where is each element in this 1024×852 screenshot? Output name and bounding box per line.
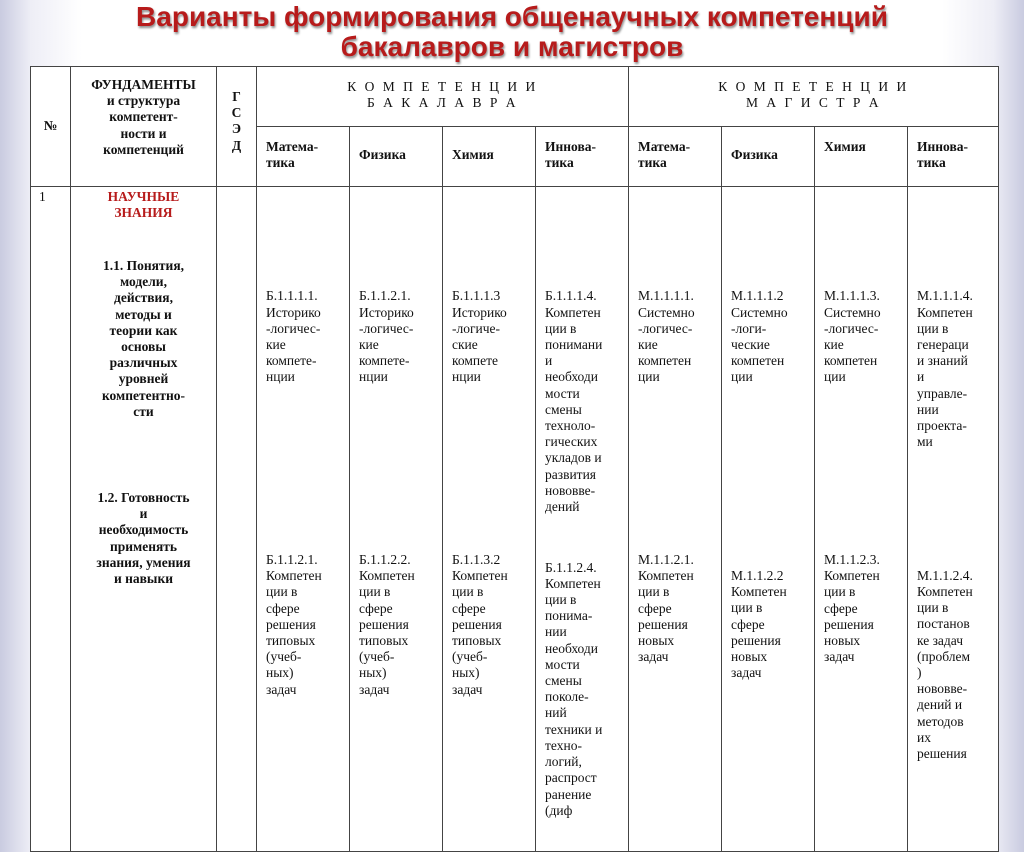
competency-b-1-1-2-1: Б.1.1.2.1. Компетен ции в сфере решения типовых (учеб- ных) задач: [266, 552, 322, 697]
header-subject-bachelor-innovation: Иннова- тика: [536, 127, 629, 187]
header-subject-master-innovation: Иннова- тика: [908, 127, 999, 187]
bachelor-innovation-cell: [536, 187, 629, 852]
competency-m-1-1-2-4: М.1.1.2.4. Компетен ции в постанов ке задач (проблем ) нововве- дений и методов их решения: [917, 567, 973, 762]
competency-b-1-1-2-1-physics: Б.1.1.2.1. Историко -логичес- кие компете- нции: [359, 288, 414, 385]
master-math-cell: [629, 187, 722, 852]
header-subject-bachelor-chemistry: Химия: [443, 127, 536, 187]
master-innovation-cell: [908, 187, 999, 852]
header-foundations: ФУНДАМЕНТЫ и структура компетент- ности и компетенций: [71, 67, 217, 187]
header-number: №: [31, 67, 71, 187]
header-subject-master-math: Матема- тика: [629, 127, 722, 187]
competency-b-1-1-2-4: Б.1.1.2.4. Компетен ции в понима- нии необходи мости смены поколе- ний техники и техно- логий, распрост ранение (диф: [545, 559, 603, 818]
header-subject-bachelor-math: Матема- тика: [257, 127, 350, 187]
competency-m-1-1-1-1: М.1.1.1.1. Системно -логичес- кие компетен ции: [638, 288, 695, 385]
competency-b-1-1-1-3: Б.1.1.1.3 Историко -логиче- ские компете нции: [452, 288, 507, 385]
item-2-readiness: 1.2. Готовность и необходимость применять знания, умения и навыки: [96, 490, 191, 587]
competency-m-1-1-2-1: М.1.1.2.1. Компетен ции в сфере решения новых задач: [638, 552, 694, 665]
competencies-table: [30, 66, 999, 852]
bachelor-physics-cell: [350, 187, 443, 852]
section-title: НАУЧНЫЕ ЗНАНИЯ: [107, 189, 180, 220]
table-row: [31, 187, 999, 852]
bachelor-math-cell: [257, 187, 350, 852]
gsed-cell: [217, 187, 257, 852]
header-subject-bachelor-physics: Физика: [350, 127, 443, 187]
competency-m-1-1-1-3: М.1.1.1.3. Системно -логичес- кие компетен ции: [824, 288, 881, 385]
competency-b-1-1-3-2: Б.1.1.3.2 Компетен ции в сфере решения типовых (учеб- ных) задач: [452, 552, 508, 697]
master-physics-cell: [722, 187, 815, 852]
competency-m-1-1-2-2: М.1.1.2.2 Компетен ции в сфере решения новых задач: [731, 568, 787, 681]
header-subject-master-physics: Физика: [722, 127, 815, 187]
slide-title-line-1: Варианты формирования общенаучных компетенций: [136, 1, 888, 32]
header-row-1: [31, 67, 999, 127]
slide-title: [0, 2, 1024, 62]
header-master-competencies: К О М П Е Т Е Н Ц И И М А Г И С Т Р А: [629, 67, 999, 127]
slide-title-line-2: бакалавров и магистров: [340, 31, 684, 62]
competency-b-1-1-1-1: Б.1.1.1.1. Историко -логичес- кие компете- нции: [266, 288, 321, 385]
row-number: 1: [31, 187, 71, 852]
competency-m-1-1-2-3: М.1.1.2.3. Компетен ции в сфере решения новых задач: [824, 552, 880, 665]
competency-b-1-1-1-4: Б.1.1.1.4. Компетен ции в понимани и необходи мости смены техноло- гических укладов и развития нововве- дений: [545, 288, 603, 515]
competency-b-1-1-2-2: Б.1.1.2.2. Компетен ции в сфере решения типовых (учеб- ных) задач: [359, 552, 415, 697]
header-gsed: Г С Э Д: [217, 67, 257, 187]
foundations-cell: [71, 187, 217, 852]
header-subject-master-chemistry: Химия: [815, 127, 908, 187]
bachelor-chemistry-cell: [443, 187, 536, 852]
competency-m-1-1-1-4: М.1.1.1.4. Компетен ции в генераци и знаний и управле- нии проекта- ми: [917, 288, 973, 450]
header-bachelor-competencies: К О М П Е Т Е Н Ц И И Б А К А Л А В Р А: [257, 67, 629, 127]
competency-m-1-1-1-2: М.1.1.1.2 Системно -логи- ческие компетен ции: [731, 288, 788, 385]
master-chemistry-cell: [815, 187, 908, 852]
item-1-concepts: 1.1. Понятия, модели, действия, методы и теории как основы различных уровней компетентно- сти: [101, 258, 186, 419]
